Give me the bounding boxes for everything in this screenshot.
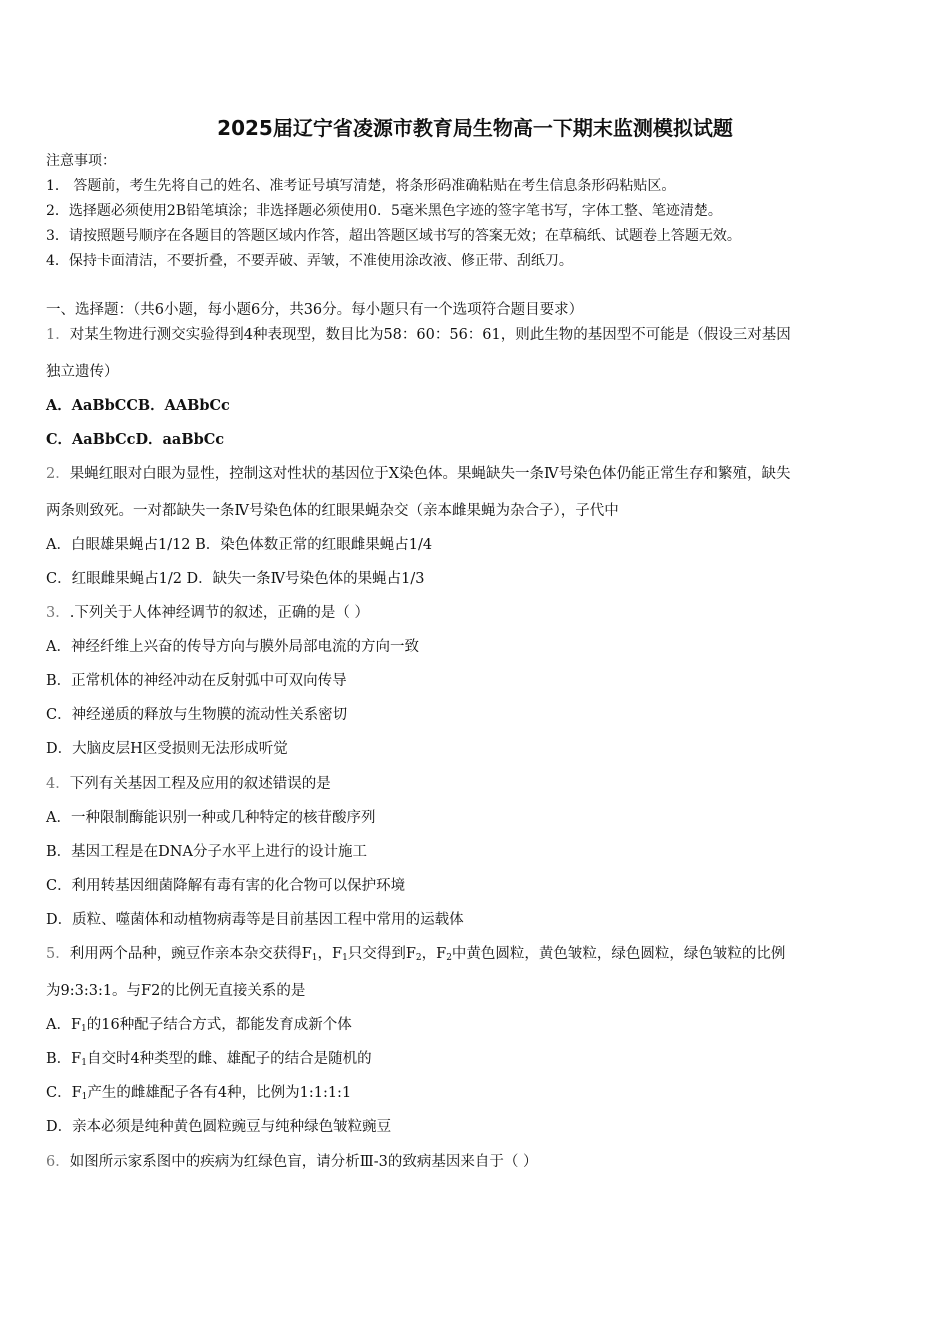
question-5-stem [46, 944, 785, 964]
question-5-stem-cont: 为9:3:3:1。与F2的比例无直接关系的是 [46, 983, 306, 999]
page-title: 2025届辽宁省凌源市教育局生物高一下期末监测模拟试题 [217, 116, 733, 140]
question-6-stem [46, 1152, 537, 1172]
subscript: 1 [81, 1092, 88, 1102]
option-text: A．F [46, 1017, 82, 1033]
notice-item: 1． 答题前，考生先将自己的姓名、准考证号填写清楚，将条形码准确粘贴在考生信息条形码粘贴区。 [46, 178, 676, 194]
question-number: 6． [46, 1154, 70, 1170]
subscript: 1 [81, 1024, 87, 1034]
question-text: 只交得到F [347, 946, 416, 962]
question-number: 4． [46, 776, 70, 792]
subscript: 1 [81, 1058, 87, 1068]
question-3-option: D．大脑皮层H区受损则无法形成听觉 [46, 741, 288, 757]
question-4-stem [46, 774, 331, 794]
subscript: 2 [415, 953, 422, 963]
option-text: 产生的雌雄配子各有4种，比例为1:1:1:1 [87, 1085, 352, 1101]
notice-item: 4．保持卡面清洁，不要折叠，不要弄破、弄皱，不准使用涂改液、修正带、刮纸刀。 [46, 253, 573, 269]
subscript: 1 [311, 953, 318, 963]
notice-item: 3．请按照题号顺序在各题目的答题区域内作答，超出答题区域书写的答案无效；在草稿纸、试题卷上答题无效。 [46, 228, 741, 244]
question-5-option [46, 1083, 351, 1103]
question-3-option: B．正常机体的神经冲动在反射弧中可双向传导 [46, 673, 347, 689]
question-1-stem-cont: 独立遗传） [46, 364, 119, 380]
question-5-option: D．亲本必须是纯种黄色圆粒豌豆与纯种绿色皱粒豌豆 [46, 1119, 392, 1135]
option-text: 自交时4种类型的雌、雄配子的结合是随机的 [86, 1051, 372, 1067]
question-text: 中黄色圆粒，黄色皱粒，绿色圆粒，绿色皱粒的比例 [451, 946, 786, 962]
question-text: .下列关于人体神经调节的叙述，正确的是（ ） [69, 605, 369, 621]
question-1-options-ab: A．AaBbCCB．AABbCc [46, 397, 230, 414]
question-1-options-cd: C．AaBbCcD．aaBbCc [46, 431, 225, 448]
notice-item: 2．选择题必须使用2B铅笔填涂；非选择题必须使用0．5毫米黑色字迹的签字笔书写，字体工整、笔迹清楚。 [46, 203, 722, 219]
question-5-option [46, 1015, 352, 1035]
question-2-stem [46, 464, 791, 484]
question-5-option [46, 1049, 372, 1069]
option-text: B．F [46, 1051, 82, 1067]
question-4-option: A．一种限制酶能识别一种或几种特定的核苷酸序列 [46, 810, 376, 826]
question-text: 如图所示家系图中的疾病为红绿色盲，请分析Ⅲ-3的致病基因来自于（ ） [69, 1154, 538, 1170]
question-1-stem [46, 325, 791, 345]
notice-heading: 注意事项： [46, 153, 116, 169]
question-number: 2． [46, 466, 70, 482]
subscript: 2 [446, 953, 452, 963]
option-text: 的16种配子结合方式，都能发育成新个体 [86, 1017, 352, 1033]
section-heading: 一、选择题：（共6小题，每小题6分，共36分。每小题只有一个选项符合题目要求） [46, 302, 584, 318]
option-text: C．F [46, 1085, 82, 1101]
question-2-options-ab: A．白眼雄果蝇占1/12 B．染色体数正常的红眼雌果蝇占1/4 [46, 537, 433, 553]
question-number: 5． [46, 946, 70, 962]
question-text: 下列有关基因工程及应用的叙述错误的是 [69, 776, 331, 792]
question-3-option: A．神经纤维上兴奋的传导方向与膜外局部电流的方向一致 [46, 639, 419, 655]
question-number: 1． [46, 327, 70, 343]
question-2-options-cd: C．红眼雌果蝇占1/2 D．缺失一条Ⅳ号染色体的果蝇占1/3 [46, 571, 425, 587]
question-text: 利用两个品种，豌豆作亲本杂交获得F [69, 946, 312, 962]
question-text: ，F [421, 946, 447, 962]
question-text: ，F [317, 946, 343, 962]
question-text: 果蝇红眼对白眼为显性，控制这对性状的基因位于X染色体。果蝇缺失一条Ⅳ号染色体仍能正常生存和繁殖，缺失 [69, 466, 791, 482]
question-4-option: D．质粒、噬菌体和动植物病毒等是目前基因工程中常用的运载体 [46, 912, 464, 928]
question-4-option: B．基因工程是在DNA分子水平上进行的设计施工 [46, 844, 367, 860]
question-text: 对某生物进行测交实验得到4种表现型，数目比为58：60：56：61，则此生物的基因型不可能是（假设三对基因 [69, 327, 791, 343]
question-4-option: C．利用转基因细菌降解有毒有害的化合物可以保护环境 [46, 878, 406, 894]
question-3-stem [46, 603, 369, 623]
question-3-option: C．神经递质的释放与生物膜的流动性关系密切 [46, 707, 348, 723]
question-number: 3． [46, 605, 70, 621]
subscript: 1 [342, 953, 348, 963]
question-2-stem-cont: 两条则致死。一对都缺失一条Ⅳ号染色体的红眼果蝇杂交（亲本雌果蝇为杂合子），子代中 [46, 503, 619, 519]
